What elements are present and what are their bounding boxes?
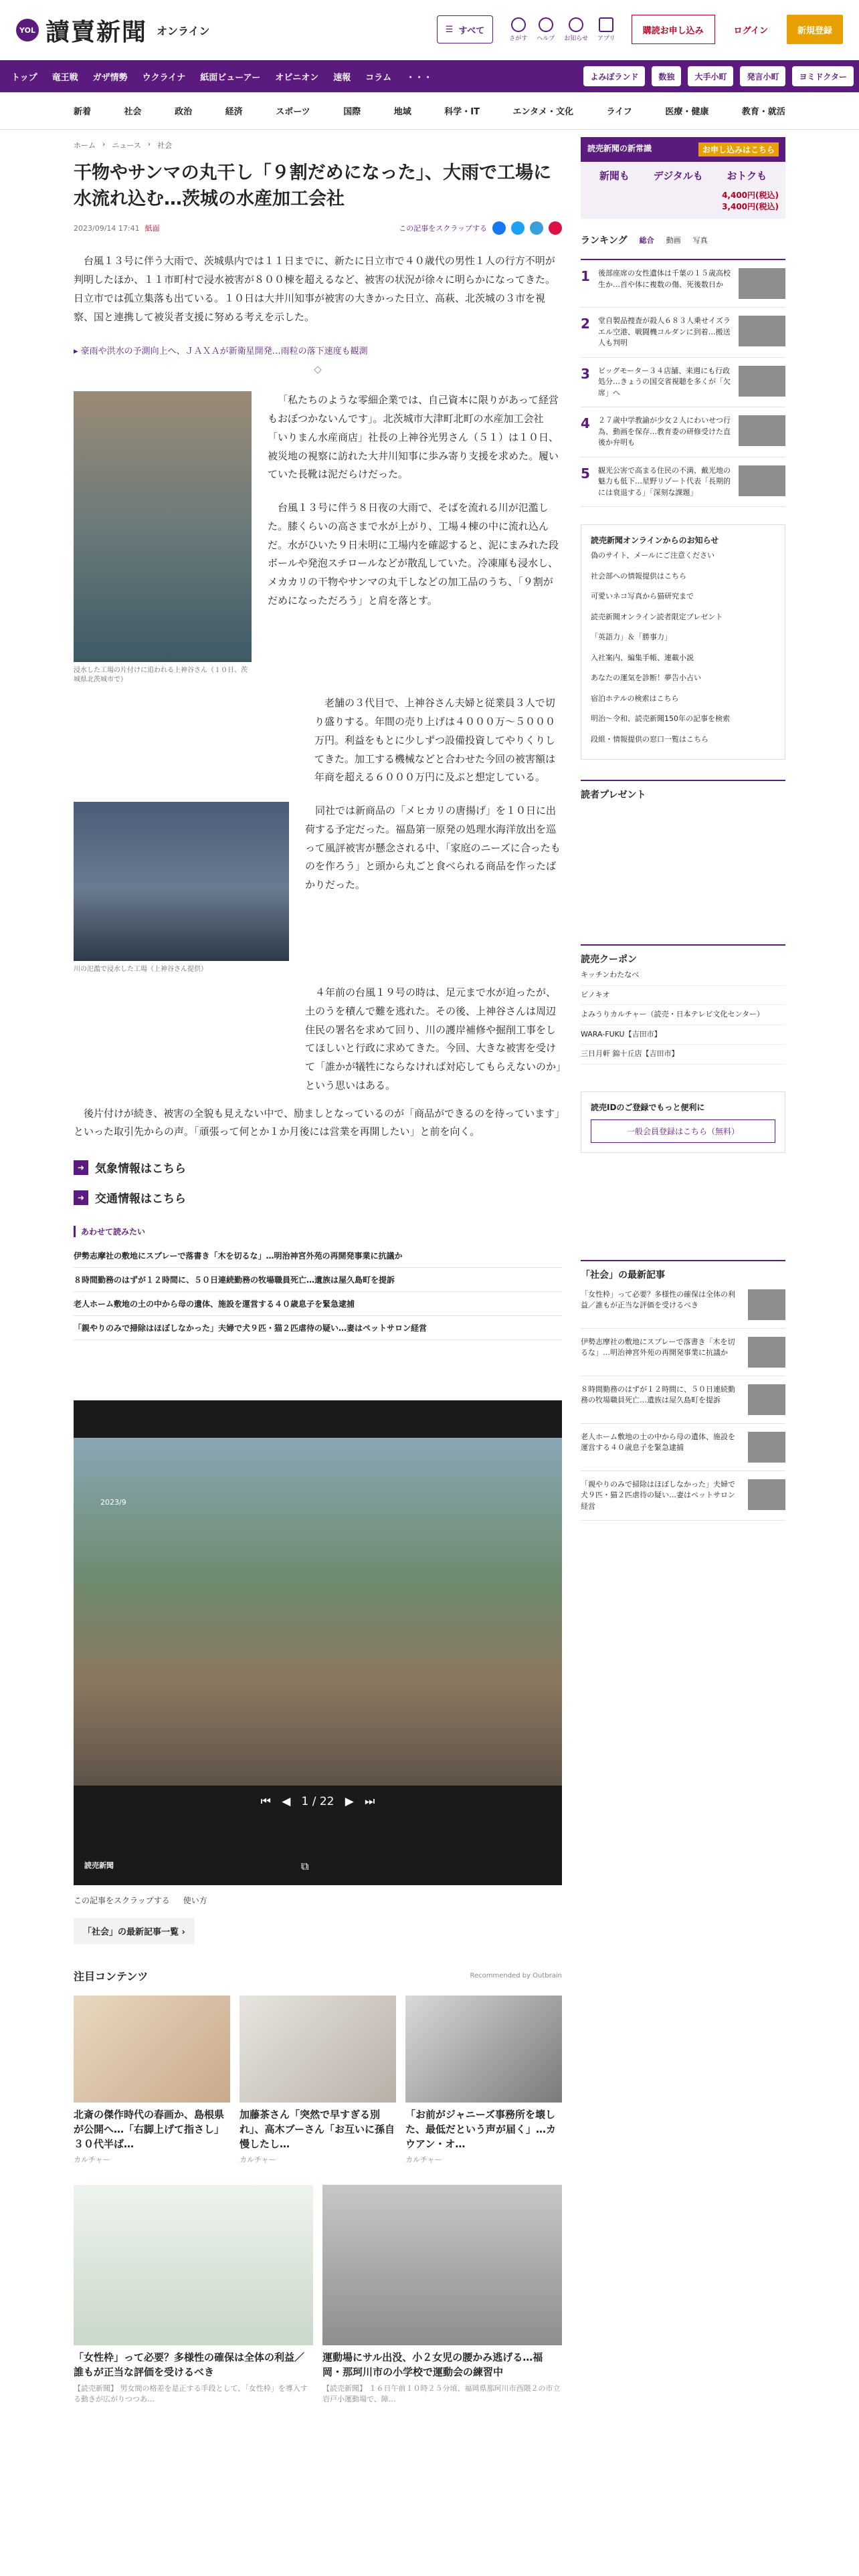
coupon-item[interactable]: 三日月軒 錦十丘店【吉田市】 xyxy=(581,1045,785,1065)
hamburger-icon: ☰ xyxy=(445,24,454,35)
nav-pill[interactable]: ヨミドクター xyxy=(792,66,854,86)
login-button[interactable]: ログイン xyxy=(733,25,768,36)
category-item[interactable]: 国際 xyxy=(343,107,361,117)
latest-item[interactable]: 老人ホーム敷地の土の中から母の遺体、施設を運営する４０歳息子を緊急逮捕 xyxy=(581,1424,785,1471)
scrap-link[interactable]: この記事をスクラップする xyxy=(74,1896,170,1906)
logo-text: 讀賣新聞 xyxy=(45,17,148,46)
notice-item[interactable]: 明治〜令和、読売新聞150年の記事を検索 xyxy=(591,714,730,723)
photo-caption: 浸水した工場の片付けに追われる上神谷さん（１０日、茨城県北茨城市で） xyxy=(74,667,248,684)
notice-item[interactable]: 社会部への情報提供はこちら xyxy=(591,571,686,580)
category-item[interactable]: 科学・IT xyxy=(444,107,480,117)
article-paragraph: 「私たちのような零細企業では、自己資本に限りがあって経営もおぼつかないんです」。北茨城市大津町北町の水産加工会社「いりまん水産商店」社長の上神谷光男さん（５１）は１０日、被災地の視察に訪れた大井川知事に歩み寄り支援を求めた。履いていた長靴は泥だらけだった。 xyxy=(268,394,559,481)
content-card[interactable]: 「女性枠」って必要？多様性の確保は全体の利益／誰もが正当な評価を受けるべき 【読売新聞】 男女間の格差を是正する手段として、「女性枠」を導入する動きが広がりつつあ… xyxy=(74,2185,313,2404)
notices-box xyxy=(581,524,785,760)
section-divider: ◇ xyxy=(314,363,322,376)
latest-item[interactable]: 伊勢志摩社の敷地にスプレーで落書き「木を切るな」…明治神宮外苑の再開発事業に抗議か xyxy=(581,1329,785,1376)
nav-item[interactable]: オピニオン xyxy=(275,72,319,83)
present-title: 読者プレゼント xyxy=(581,780,785,801)
ranking-tab[interactable]: 総合 xyxy=(639,236,654,245)
register-button[interactable]: 新規登録 xyxy=(787,15,843,44)
ranking-title: ランキング xyxy=(581,235,628,246)
arrow-icon: ➜ xyxy=(74,1190,88,1205)
subscribe-button[interactable]: 購読お申し込み xyxy=(632,15,715,44)
gallery-watermark: 2023/9 xyxy=(100,1498,126,1507)
content-card[interactable]: 「お前がジャニーズ事務所を壊した、最低だという声が届く」…カウアン・オ… カルチャー xyxy=(405,1996,562,2165)
print-badge: 紙面 xyxy=(145,224,160,233)
help-icon[interactable]: ヘルプ xyxy=(537,17,555,42)
member-box xyxy=(581,1091,785,1153)
search-icon[interactable]: さがす xyxy=(509,17,527,42)
nav-item[interactable]: コラム xyxy=(365,72,392,83)
recommended-item[interactable]: ８時間勤務のはずが１２時間に、５０日連続勤務の牧場職員死亡…遺族は屋久島町を提訴 xyxy=(74,1268,562,1292)
nav-item[interactable]: トップ xyxy=(11,72,37,83)
nav-item[interactable]: 紙面ビューアー xyxy=(200,72,261,83)
category-item[interactable]: 医療・健康 xyxy=(665,107,709,117)
article-paragraph: 台風１３号に伴う８日夜の大雨で、そばを流れる川が氾濫した。膝くらいの高さまで水が上がり、工場４棟の中に流れ込んだ。水がひいた９日未明に工場内を確認すると、泥にまみれた段ボールや発泡スチロールなどが散乱していた。冷凍庫も浸水し、メカカリの干物やサンマの丸干しなどの加工品のうち、「９割がだめになっただろう」と肩を落とす。 xyxy=(268,502,559,607)
content-card[interactable]: 北斎の傑作時代の春画か、島根県が公開へ…「右脚上げて指さし」３０代半ば… カルチャー xyxy=(74,1996,230,2165)
breadcrumb: ホーム › ニュース › 社会 xyxy=(74,140,173,150)
notice-item[interactable]: 宿泊ホテルの検索はこちら xyxy=(591,693,679,703)
article-photo-1[interactable] xyxy=(74,391,252,662)
main-nav xyxy=(0,60,859,92)
logo-subtitle: オンライン xyxy=(157,24,210,37)
notices-title: 読売新聞オンラインからのお知らせ xyxy=(591,536,719,545)
category-item[interactable]: エンタメ・文化 xyxy=(512,107,574,117)
coupon-item[interactable]: ビノキオ xyxy=(581,986,785,1006)
category-item[interactable]: 経済 xyxy=(225,107,243,117)
first-icon[interactable]: ⏮ xyxy=(260,1795,271,1809)
share-icon[interactable] xyxy=(530,221,543,235)
article-paragraph: 後片付けが続き、被害の全貌も見えない中で、励ましとなっているのが「商品ができるのを待っています」といった取引先からの声。「頑張って何とか１か月後には営業を再開したい」と前を向く。 xyxy=(74,1107,560,1138)
category-item[interactable]: 地域 xyxy=(393,107,411,117)
latest-title: 「社会」の最新記事 xyxy=(581,1260,785,1281)
recommended-item[interactable]: 老人ホーム敷地の土の中から母の遺体、施設を運営する４０歳息子を緊急逮捕 xyxy=(74,1292,562,1316)
nav-item[interactable]: ガザ情勢 xyxy=(92,72,128,83)
ranking-list xyxy=(581,259,785,507)
latest-item[interactable]: 「親やりのみで掃除はほぼしなかった」夫婦で犬９匹・猫２匹虐待の疑い…妻はペットサロン経営 xyxy=(581,1471,785,1521)
ranking-item[interactable]: 4 ２７歳中学教諭が少女２人にわいせつ行為、動画を保存…教育委の研修受けた直後か弁明も xyxy=(581,407,785,457)
app-icon[interactable]: アプリ xyxy=(597,17,615,42)
logo-seal: YOL xyxy=(16,19,39,41)
scrap-link[interactable]: この記事をスクラップする xyxy=(399,224,487,233)
outbrain-section xyxy=(74,1968,562,2404)
nav-pill[interactable]: 数独 xyxy=(652,66,681,86)
promo-banner[interactable]: 読売新聞の新常識 お申し込みはこちら 新聞も デジタルも おトクも 4,400円(税込) 3,400円(税込) xyxy=(581,137,785,219)
breadcrumb-item[interactable]: ホーム xyxy=(74,141,96,150)
category-nav xyxy=(0,92,859,130)
last-icon[interactable]: ⏭ xyxy=(365,1795,375,1809)
ranking-item[interactable]: 1 後部座席の女性遺体は千葉の１５歳高校生か…首や体に複数の傷、死後数日か xyxy=(581,260,785,308)
site-header xyxy=(0,0,859,60)
article-paragraph: 台風１３号に伴う大雨で、茨城県内では１１日までに、新たに日立市で４０歳代の男性１人の行方不明が判明したほか、１１市町村で浸水被害が８００棟を超えるなど、被害の状況が徐々に明らかになってきた。日立市では孤立集落も出ている。１０日は大井川知事が被害の大きかった日立、高萩、北茨城の３市を視察、国と連携して被災者支援に努める考えを示した。 xyxy=(74,255,556,323)
recommended-title: あわせて読みたい xyxy=(74,1226,562,1237)
recommended-item[interactable]: 「親やりのみで掃除はほぼしなかった」夫婦で犬９匹・猫２匹虐待の疑い…妻はペットサロン経営 xyxy=(74,1316,562,1340)
nav-item[interactable]: 竜王戦 xyxy=(52,72,78,83)
mail-icon[interactable] xyxy=(549,221,562,235)
member-text: 読売IDのご登録でもっと便利に xyxy=(591,1102,705,1112)
gallery-counter: 1 / 22 xyxy=(301,1795,335,1809)
facebook-icon[interactable] xyxy=(492,221,506,235)
all-menu-button[interactable]: ☰ すべて xyxy=(437,15,493,43)
article-paragraph: 同社では新商品の「メヒカリの唐揚げ」を１０日に出荷する予定だった。福島第一原発の処理水海洋放出を巡って風評被害が懸念される中、「家庭のニーズに合ったものを作ろう」と頭から丸ごと食べられる商品を作ったばかりだった。 xyxy=(305,804,561,891)
ranking-item[interactable]: 2 堂自製品捜査が殺人６８３人乗せイズラエル空港、戦闘機コルダンに到着…搬送人も判明 xyxy=(581,308,785,358)
article-date: 2023/09/14 17:41 xyxy=(74,224,140,233)
article-photo-2[interactable] xyxy=(74,802,289,961)
breadcrumb-item[interactable]: ニュース xyxy=(112,141,141,150)
notice-item[interactable]: 可愛いネコ写真から猫研究まで xyxy=(591,592,694,601)
outbrain-credit[interactable]: Recommended by Outbrain xyxy=(470,1972,562,1980)
weather-link[interactable]: ➜ 気象情報はこちら xyxy=(74,1159,562,1176)
ranking-tab[interactable]: 動画 xyxy=(666,236,681,245)
fullscreen-icon[interactable]: ⧉ xyxy=(301,1860,309,1873)
member-register-button[interactable]: 一般会員登録はこちら（無料） xyxy=(591,1119,775,1143)
coupon-item[interactable]: WARA-FUKU【吉田市】 xyxy=(581,1025,785,1045)
coupon-item[interactable]: キッチンわたなべ xyxy=(581,966,785,986)
ranking-tab[interactable]: 写真 xyxy=(692,236,708,245)
nav-pill[interactable]: よみぽランド xyxy=(583,66,645,86)
category-item[interactable]: 新着 xyxy=(74,107,92,117)
notice-item[interactable]: 「英語力」＆「勝事力」 xyxy=(591,633,672,641)
gallery-brand: 読売新聞 xyxy=(84,1861,114,1870)
nav-pill[interactable]: 発言小町 xyxy=(740,66,785,86)
next-icon[interactable]: ▶ xyxy=(345,1795,354,1809)
traffic-link[interactable]: ➜ 交通情報はこちら xyxy=(74,1189,562,1206)
breadcrumb-item[interactable]: 社会 xyxy=(157,141,173,150)
notice-item[interactable]: 偽のサイト、メールにご注意ください xyxy=(591,551,715,560)
content-card[interactable]: 加藤茶さん「突然で早すぎる別れ」、高木ブーさん「お互いに孫自慢したし… カルチャー xyxy=(240,1996,396,2165)
notice-item[interactable]: あなたの運気を診断！夢告小占い xyxy=(591,673,701,682)
coupon-title: 読売クーポン xyxy=(581,944,785,966)
latest-list-button[interactable]: 「社会」の最新記事一覧 › xyxy=(74,1918,195,1944)
photo-gallery xyxy=(74,1400,562,1885)
arrow-icon: ➜ xyxy=(74,1160,88,1175)
twitter-icon[interactable] xyxy=(511,221,524,235)
category-item[interactable]: 教育・就活 xyxy=(741,107,785,117)
related-link[interactable]: ▸ 豪雨や洪水の予測向上へ、ＪＡＸＡが新衛星開発…雨粒の落下速度も観測 xyxy=(74,346,368,357)
ranking-item[interactable]: 3 ビッグモーター３４店舗、来週にも行政処分…きょうの国交省視聴を多くが「欠席」へ xyxy=(581,358,785,408)
notice-item[interactable]: 入社案内、編集手帳、連載小説 xyxy=(591,653,694,662)
category-item[interactable]: 政治 xyxy=(175,107,193,117)
category-item[interactable]: 社会 xyxy=(124,107,142,117)
latest-item[interactable]: ８時間勤務のはずが１２時間に、５０日連続勤務の牧場職員死亡…遺族は屋久島町を提訴 xyxy=(581,1376,785,1424)
content-card[interactable]: 運動場にサル出没、小２女児の腰かみ逃げる…福岡・那珂川市の小学校で運動会の練習中 【読売新聞】 １６日午前１０時２５分頃、福岡県那珂川市西隈２の市立岩戸小運動場で、障… xyxy=(322,2185,562,2404)
article-column xyxy=(74,137,562,2404)
prev-icon[interactable]: ◀ xyxy=(282,1795,291,1809)
article-paragraph: ４年前の台風１９号の時は、足元まで水が迫ったが、土のうを積んで難を逃れた。その後、上神谷さんは周辺住民の署名を求めて回り、川の護岸補修や掘削工事をしてほしいと行政に求めてきた。今回、大きな被害を受けて「誰かが犠牲にならなければ対応してもらえないのか」という思いはある。 xyxy=(305,986,561,1091)
article-paragraph: 老舗の３代目で、上神谷さん夫婦と従業員３人で切り盛りする。年間の売り上げは４０００万〜５０００万円。利益をもとに少しずつ設備投資してやりくりしてきた。加工する機械などと合わせた今回の被害額は年商を超える６０００万円に及ぶと想定している。 xyxy=(314,697,556,784)
article-title: 干物やサンマの丸干し「９割だめになった」、大雨で工場に水流れ込む…茨城の水産加工会社 xyxy=(74,163,552,210)
notice-item[interactable]: 段組・情報提供の窓口一覧はこちら xyxy=(591,734,708,744)
ranking-item[interactable]: 5 観光公害で高まる住民の不満、戴光地の魅力も低下…星野リゾート代表「長期的には衰退する」「深刻な課題」 xyxy=(581,457,785,508)
recommended-item[interactable]: 伊勢志摩社の敷地にスプレーで落書き「木を切るな」…明治神宮外苑の再開発事業に抗議か xyxy=(74,1244,562,1268)
category-item[interactable]: ライフ xyxy=(606,107,632,117)
site-logo[interactable] xyxy=(16,13,210,47)
outbrain-title: 注目コンテンツ xyxy=(74,1970,149,1983)
more-icon[interactable]: ・・・ xyxy=(406,72,433,83)
nav-item[interactable]: ウクライナ xyxy=(142,72,186,83)
gallery-controls xyxy=(74,1795,562,1808)
sidebar xyxy=(581,137,785,1521)
category-item[interactable]: スポーツ xyxy=(276,107,310,117)
nav-item[interactable]: 速報 xyxy=(333,72,351,83)
nav-pill[interactable]: 大手小町 xyxy=(688,66,733,86)
notice-item[interactable]: 読売新聞オンライン読者限定プレゼント xyxy=(591,612,723,621)
howto-link[interactable]: 使い方 xyxy=(183,1896,207,1906)
bell-icon[interactable]: お知らせ xyxy=(564,17,588,42)
latest-item[interactable]: 「女性枠」って必要？多様性の確保は全体の利益／誰もが正当な評価を受けるべき xyxy=(581,1281,785,1329)
photo-caption: 川の氾濫で浸水した工場（上神谷さん提供） xyxy=(74,966,207,974)
present-list[interactable] xyxy=(581,801,785,935)
coupon-item[interactable]: よみうりカルチャー（読売・日本テレビ文化センター） xyxy=(581,1005,785,1025)
gallery-photo[interactable] xyxy=(74,1438,562,1786)
